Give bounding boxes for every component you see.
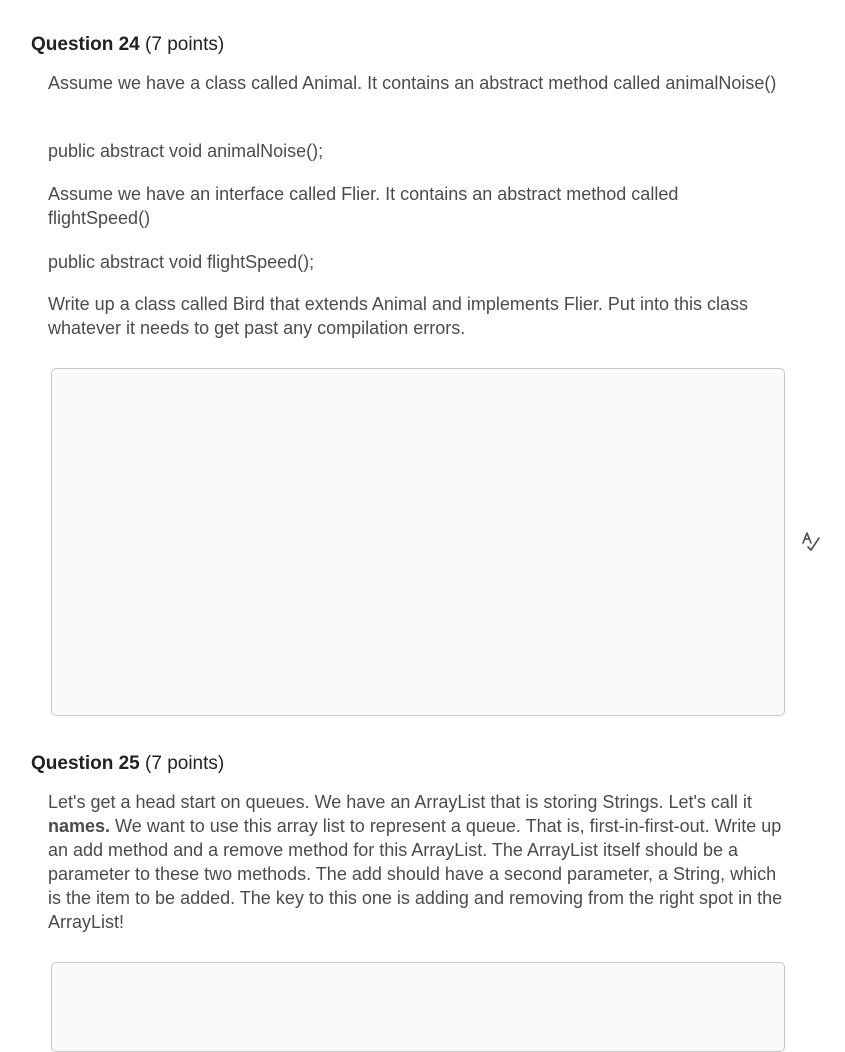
question-24-text-1: Assume we have a class called Animal. It contains an abstract method called animalNoise()	[48, 73, 777, 93]
question-24-text-5: Write up a class called Bird that extends Animal and implements Flier. Put into this class whatever it needs to get past any compilation errors.	[48, 294, 748, 338]
question-25-points: (7 points)	[145, 753, 225, 774]
question-24-text-3: Assume we have an interface called Flier. It contains an abstract method called flightSpeed()	[48, 184, 679, 228]
question-25-text-part-1: Let's get a head start on queues. We have an ArrayList that is storing Strings. Let's call it	[48, 792, 752, 812]
question-25-answer-box[interactable]	[51, 962, 785, 1052]
spellcheck-icon[interactable]	[800, 530, 822, 552]
question-25-text	[48, 790, 783, 934]
question-25-title: Question 25	[31, 753, 140, 774]
question-24-text-2: public abstract void animalNoise();	[48, 141, 324, 161]
question-25-text-bold-names: names.	[48, 816, 111, 836]
question-24-title: Question 24	[31, 34, 140, 55]
question-24-answer-box[interactable]	[51, 368, 785, 716]
question-25-text-part-2: We want to use this array list to represent a queue. That is, first-in-first-out. Write up an add method and a remove method for this ArrayList. The ArrayList itself should be a parameter to these two methods. The add should have a second parameter, a String, which is the item to be added. The key to this one is adding and removing from the right spot in the ArrayList!	[48, 816, 783, 932]
question-24-heading	[31, 33, 224, 57]
question-24-points: (7 points)	[145, 34, 225, 55]
question-24-text-4: public abstract void flightSpeed();	[48, 252, 315, 272]
question-25-heading	[31, 752, 224, 776]
